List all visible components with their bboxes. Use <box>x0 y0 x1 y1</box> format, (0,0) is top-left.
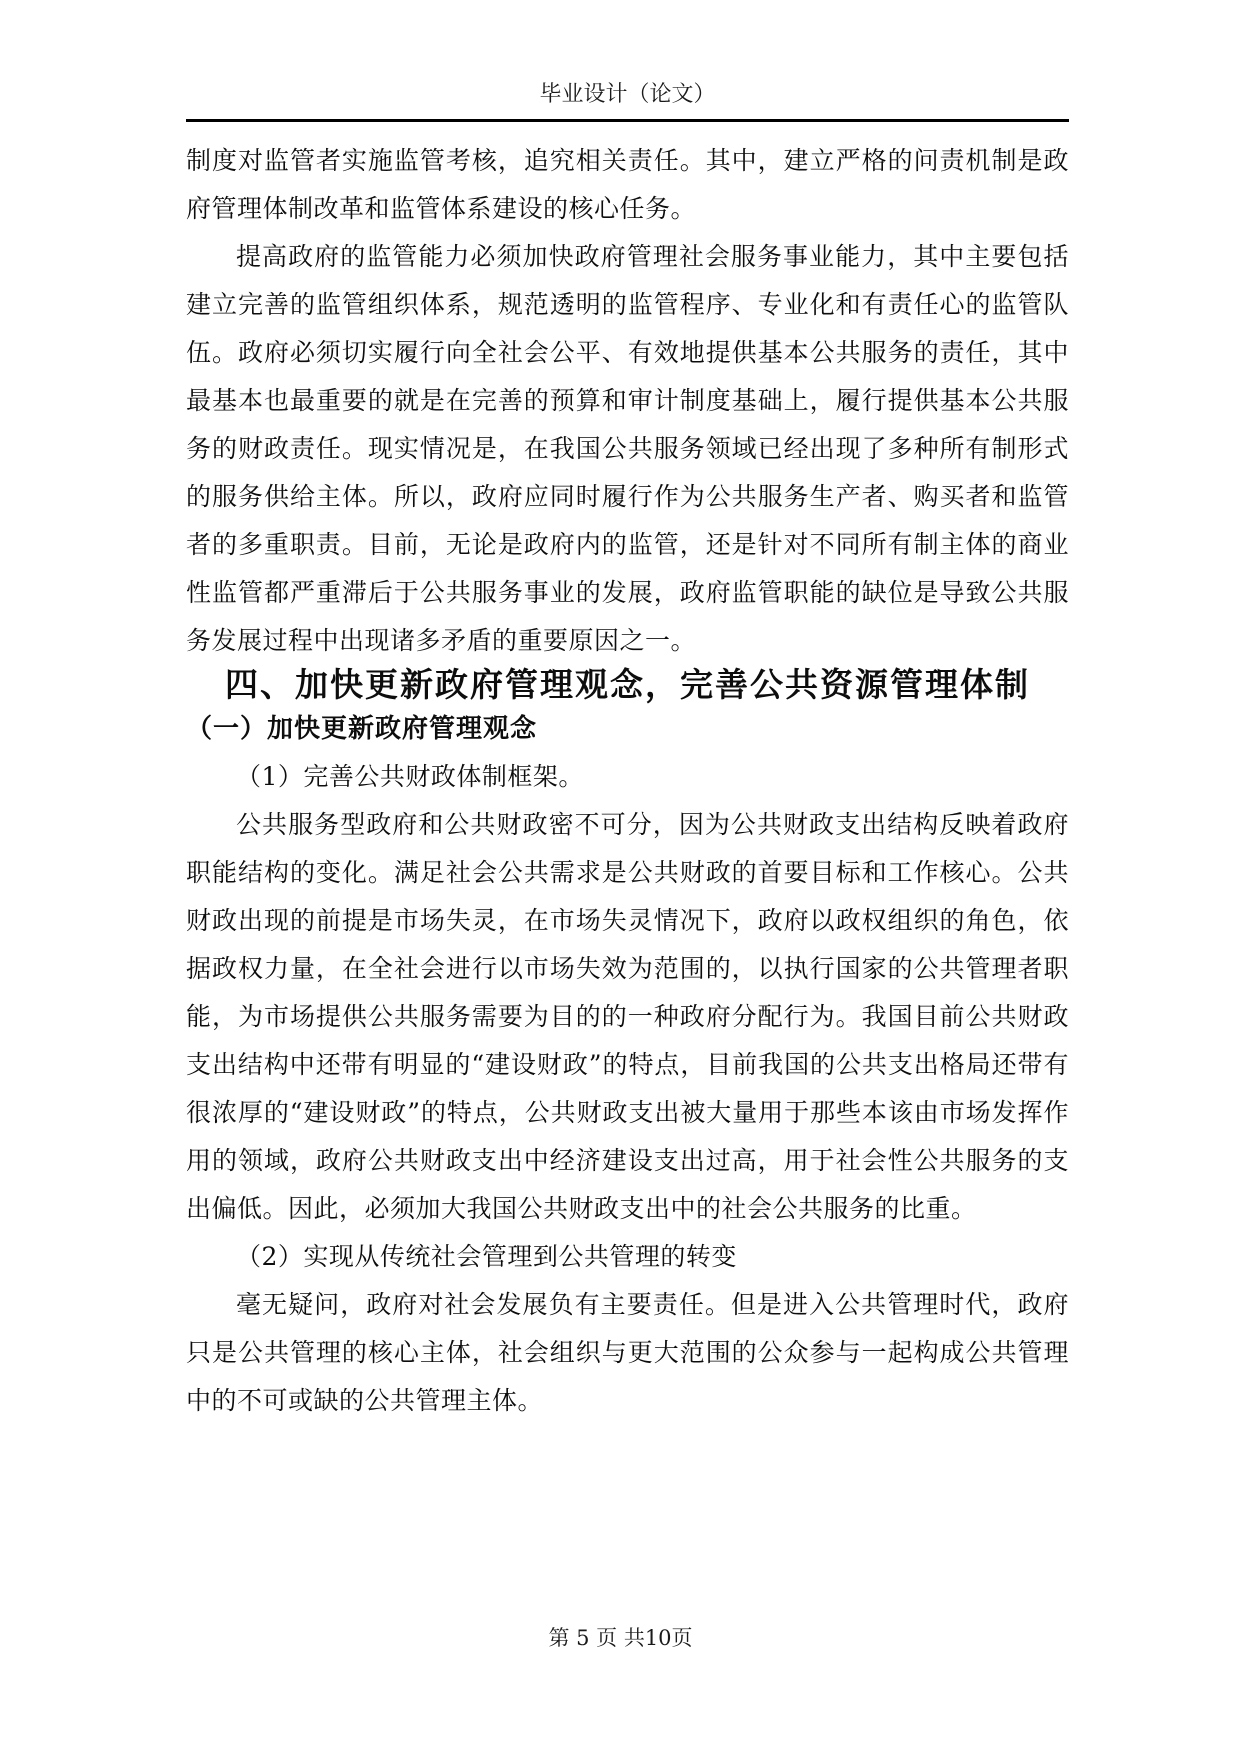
header-rule <box>186 119 1069 122</box>
paragraph-regulation-capacity: 提高政府的监管能力必须加快政府管理社会服务事业能力，其中主要包括建立完善的监管组织体系，规范透明的监管程序、专业化和有责任心的监管队伍。政府必须切实履行向全社会公平、有效地提供基本公共服务的责任，其中最基本也最重要的就是在完善的预算和审计制度基础上，履行提供基本公共服务的财政责任。现实情况是，在我国公共服务领域已经出现了多种所有制形式的服务供给主体。所以，政府应同时履行作为公共服务生产者、购买者和监管者的多重职责。目前，无论是政府内的监管，还是针对不同所有制主体的商业性监管都严重滞后于公共服务事业的发展，政府监管职能的缺位是导致公共服务发展过程中出现诸多矛盾的重要原因之一。 <box>186 242 1069 655</box>
page-number-footer: 第 5 页 共10页 <box>548 1626 693 1650</box>
point-2-title: （2）实现从传统社会管理到公共管理的转变 <box>236 1242 737 1271</box>
point-1-title: （1）完善公共财政体制框架。 <box>236 762 584 791</box>
page-header <box>186 82 1069 122</box>
paragraph-accountability: 制度对监管者实施监管考核，追究相关责任。其中，建立严格的问责机制是政府管理体制改革和监管体系建设的核心任务。 <box>186 146 1069 223</box>
paragraph-public-finance: 公共服务型政府和公共财政密不可分，因为公共财政支出结构反映着政府职能结构的变化。满足社会公共需求是公共财政的首要目标和工作核心。公共财政出现的前提是市场失灵，在市场失灵情况下，政府以政权组织的角色，依据政权力量，在全社会进行以市场失效为范围的，以执行国家的公共管理者职能，为市场提供公共服务需要为目的的一种政府分配行为。我国目前公共财政支出结构中还带有明显的“建设财政”的特点，目前我国的公共支出格局还带有很浓厚的“建设财政”的特点，公共财政支出被大量用于那些本该由市场发挥作用的领域，政府公共财政支出中经济建设支出过高，用于社会性公共服务的支出偏低。因此，必须加大我国公共财政支出中的社会公共服务的比重。 <box>186 810 1069 1223</box>
section-heading-4: 四、加快更新政府管理观念，完善公共资源管理体制 <box>225 665 1030 704</box>
paragraph-public-management: 毫无疑问，政府对社会发展负有主要责任。但是进入公共管理时代，政府只是公共管理的核心主体，社会组织与更大范围的公众参与一起构成公共管理中的不可或缺的公共管理主体。 <box>186 1290 1069 1415</box>
subsection-heading-1: （一）加快更新政府管理观念 <box>186 714 538 744</box>
header-title: 毕业设计（论文） <box>539 82 716 107</box>
document-body <box>186 137 1069 1425</box>
